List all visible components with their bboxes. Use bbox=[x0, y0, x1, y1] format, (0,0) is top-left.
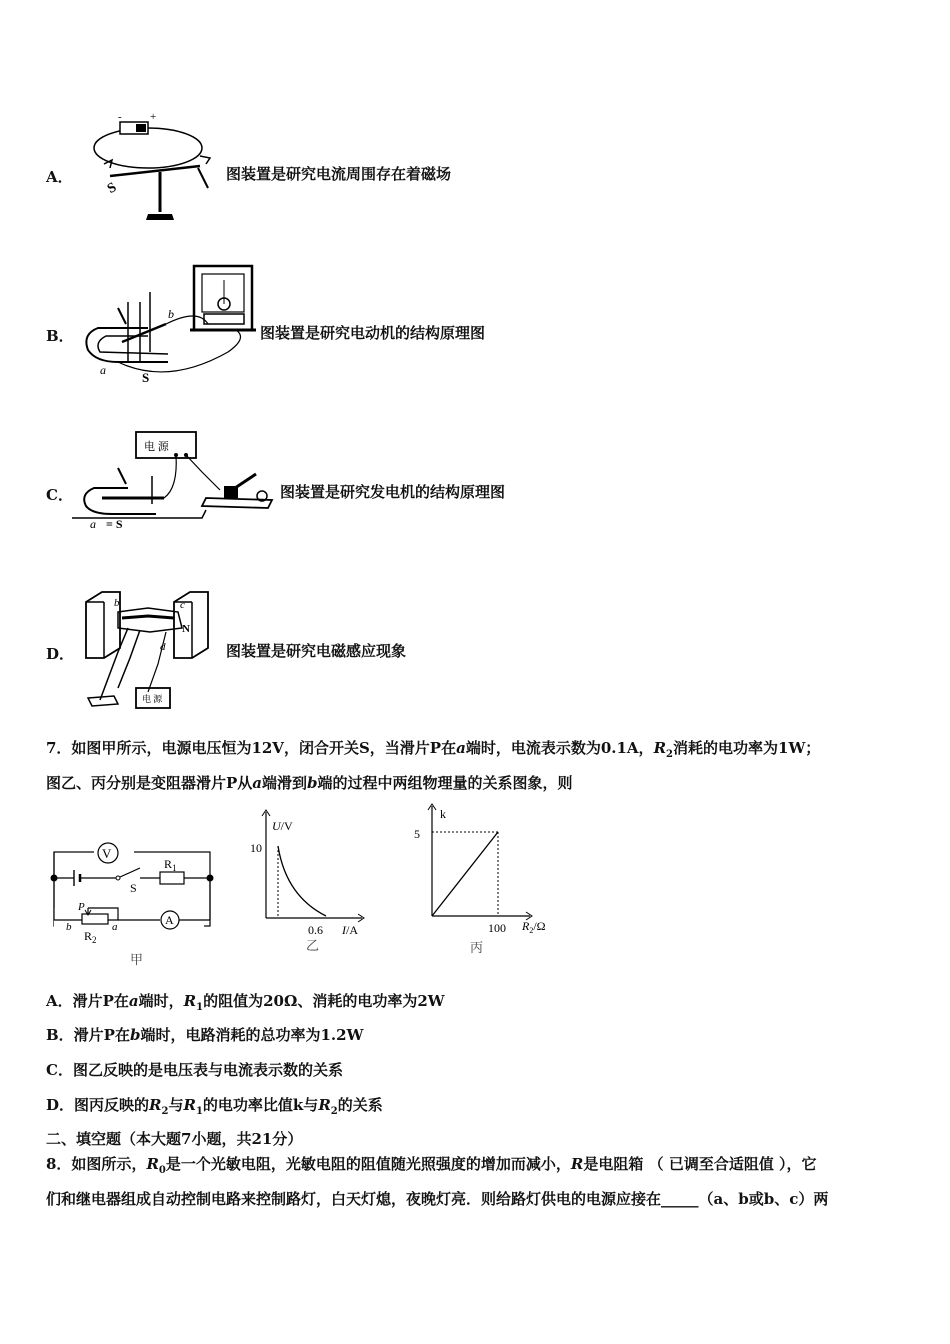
figure-a-current-magnetic-field bbox=[90, 110, 220, 225]
q7-choice-d: D．图丙反映的$R_2$与$R_1$的电功率比值k与$R_2$的关系 bbox=[46, 1096, 383, 1117]
q7-stem-line2: 图乙、丙分别是变阻器滑片P从a端滑到b端的过程中两组物理量的关系图象，则 bbox=[46, 774, 573, 792]
svg-text:5: 5 bbox=[414, 827, 420, 841]
figure-d-electromagnetic-induction bbox=[78, 588, 228, 716]
svg-text:10: 10 bbox=[250, 841, 262, 855]
q7-choice-a: A．滑片P在a端时，$R_1$的阻值为20Ω、消耗的电功率为2W bbox=[46, 992, 445, 1013]
q8-line2: 们和继电器组成自动控制电路来控制路灯，白天灯熄，夜晚灯亮．则给路灯供电的电源应接在_____（a、b或b、c）两 bbox=[46, 1190, 829, 1208]
figure-bing-graph bbox=[410, 800, 570, 960]
svg-text:b: b bbox=[168, 307, 174, 321]
svg-text:丙: 丙 bbox=[470, 940, 484, 955]
svg-text:S: S bbox=[105, 180, 120, 197]
svg-text:乙: 乙 bbox=[306, 938, 320, 953]
section-title: 二、填空题（本大题7小题，共21分） bbox=[46, 1130, 303, 1148]
rheostat-r2 bbox=[82, 914, 108, 924]
svg-text:0.6: 0.6 bbox=[308, 923, 323, 937]
option-a-letter: A． bbox=[46, 168, 73, 186]
svg-text:电 源: 电 源 bbox=[144, 441, 169, 453]
svg-text:a: a bbox=[100, 363, 106, 377]
svg-text:+: + bbox=[150, 111, 157, 123]
svg-text:S: S bbox=[142, 370, 150, 385]
svg-text:= S: = S bbox=[106, 517, 123, 531]
option-b-text: 图装置是研究电动机的结构原理图 bbox=[260, 324, 486, 342]
option-c-text: 图装置是研究发电机的结构原理图 bbox=[280, 483, 506, 501]
q8-line1: 8．如图所示，$R_0$是一个光敏电阻，光敏电阻的阻值随光照强度的增加而减小，R是电阻箱 （ 已调至合适阻值 ），它 bbox=[46, 1155, 817, 1176]
svg-text:d: d bbox=[160, 641, 166, 653]
svg-text:P: P bbox=[78, 901, 85, 913]
svg-text:R2: $R_2$ bbox=[84, 929, 97, 945]
q7-choice-c: C．图乙反映的是电压表与电流表示数的关系 bbox=[46, 1061, 343, 1079]
svg-text:R2/Ω: $R_2/\Omega$ bbox=[522, 919, 546, 935]
svg-text:I/A: I/A bbox=[342, 923, 358, 937]
figure-yi-graph bbox=[246, 806, 376, 956]
option-d-text: 图装置是研究电磁感应现象 bbox=[226, 642, 407, 660]
svg-text:b: b bbox=[114, 597, 120, 609]
resistor-r1 bbox=[160, 872, 184, 884]
q7-stem-line1: 7．如图甲所示，电源电压恒为12V，闭合开关S，当滑片P在a端时，电流表示数为0.1A，$R_2$消耗的电功率为1W； bbox=[46, 739, 821, 760]
svg-text:N: N bbox=[182, 623, 190, 635]
svg-text:b: b bbox=[66, 921, 72, 933]
option-d-letter: D． bbox=[46, 645, 75, 663]
svg-text:电 源: 电 源 bbox=[142, 694, 163, 704]
svg-text:100: 100 bbox=[488, 921, 506, 935]
figure-jia-circuit bbox=[44, 838, 224, 968]
svg-text:a: a bbox=[112, 921, 118, 933]
option-a-text: 图装置是研究电流周围存在着磁场 bbox=[226, 165, 452, 183]
figure-b-motor-principle bbox=[78, 262, 260, 387]
q7-choice-b: B．滑片P在b端时，电路消耗的总功率为1.2W bbox=[46, 1026, 364, 1044]
svg-text:c: c bbox=[180, 599, 185, 611]
svg-text:-: - bbox=[118, 111, 122, 123]
svg-text:k: k bbox=[440, 807, 446, 821]
svg-text:甲: 甲 bbox=[130, 952, 144, 967]
svg-text:S: S bbox=[130, 881, 137, 895]
svg-text:a: a bbox=[90, 517, 96, 531]
option-c-letter: C． bbox=[46, 486, 73, 504]
svg-text:A: A bbox=[165, 913, 174, 927]
svg-text:R1: $R_1$ bbox=[164, 857, 177, 873]
svg-text:V: V bbox=[102, 846, 112, 861]
option-b-letter: B． bbox=[46, 327, 74, 345]
figure-c-generator-principle bbox=[72, 428, 282, 533]
svg-text:U/V: U/V bbox=[272, 819, 293, 833]
